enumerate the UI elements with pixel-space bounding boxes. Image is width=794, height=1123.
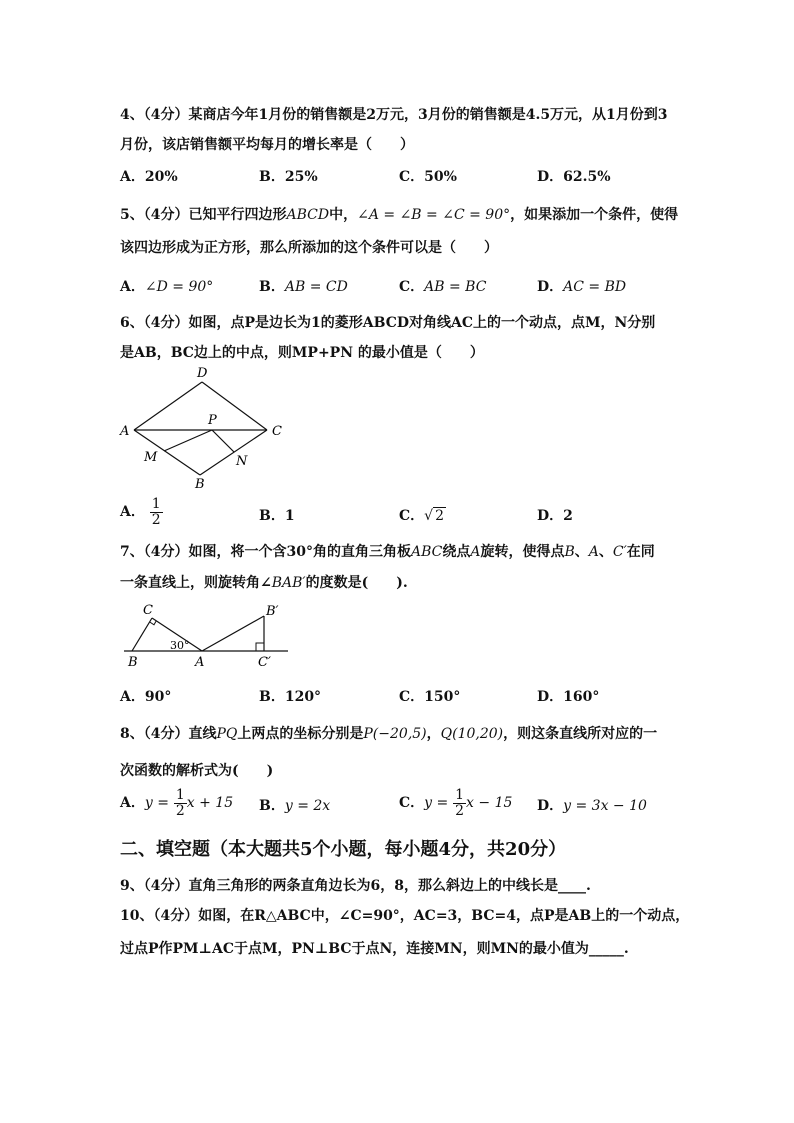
q4-line1: 4、（4分）某商店今年1月份的销售额是2万元，3月份的销售额是4.5万元，从1月份到3 <box>120 107 668 123</box>
q4-option-c: C．50% <box>399 169 457 185</box>
q5-option-a: A．∠D = 90° <box>120 279 214 295</box>
q4-line2: 月份，该店销售额平均每月的增长率是（ ） <box>120 137 414 153</box>
q7-line2: 一条直线上，则旋转角∠BAB′的度数是( ). <box>120 575 408 591</box>
label-b: B <box>128 655 138 670</box>
q6-rhombus-figure <box>112 362 302 492</box>
q7-option-b: B．120° <box>259 689 322 705</box>
label-c: C <box>143 603 153 618</box>
q7-option-c: C．150° <box>399 689 461 705</box>
q6-option-c: C．√ 2 <box>399 508 444 524</box>
q4-option-d: D．62.5% <box>537 169 611 185</box>
q5-line2: 该四边形成为正方形，那么所添加的这个条件可以是（ ） <box>120 240 498 256</box>
label-m: M <box>144 450 158 465</box>
label-b: B <box>195 477 205 492</box>
q7-option-a: A．90° <box>120 689 172 705</box>
q4-option-a: A．20% <box>120 169 178 185</box>
label-a: A <box>120 424 130 439</box>
q7-triangle-figure <box>118 600 298 670</box>
q5-option-d: D．AC = BD <box>537 279 627 295</box>
q8-option-d: D．y = 3x − 10 <box>537 798 647 814</box>
q6-option-d: D．2 <box>537 508 573 524</box>
q7-line1: 7、（4分）如图，将一个含30°角的直角三角板ABC绕点A旋转，使得点B、A、C′在同 <box>120 544 655 560</box>
label-p: P <box>208 413 217 428</box>
q7-option-d: D．160° <box>537 689 600 705</box>
q10-line2: 过点P作PM⊥AC于点M，PN⊥BC于点N，连接MN，则MN的最小值为_____. <box>120 941 629 957</box>
label-b-prime: B′ <box>266 604 279 619</box>
q8-option-c: C．y = $\frac{1}{2}$ x − 15 <box>399 787 513 819</box>
label-d: D <box>197 366 208 381</box>
q8-line2: 次函数的解析式为( ) <box>120 763 274 779</box>
q5-line1: 5、（4分）已知平行四边形ABCD中，∠A = ∠B = ∠C = 90°，如果添加一个条件，使得 <box>120 207 679 223</box>
q6-line1: 6、（4分）如图，点P是边长为1的菱形ABCD对角线AC上的一个动点，点M，N分别 <box>120 315 656 331</box>
label-c: C <box>272 424 282 439</box>
q8-option-a: A．y = $\frac{1}{2}$ x + 15 <box>120 787 234 819</box>
q8-option-b: B．y = 2x <box>259 798 331 814</box>
label-angle-30: 30° <box>170 639 190 652</box>
q5-option-b: B．AB = CD <box>259 279 348 295</box>
q9-line: 9、（4分）直角三角形的两条直角边长为6，8，那么斜边上的中线长是____. <box>120 878 591 894</box>
q6-option-b: B．1 <box>259 508 295 524</box>
q6-option-a: A． $\frac{1}{2}$ <box>120 496 161 528</box>
q5-option-c: C．AB = BC <box>399 279 487 295</box>
label-n: N <box>236 454 248 469</box>
label-c-prime: C′ <box>258 655 271 670</box>
q4-option-b: B．25% <box>259 169 318 185</box>
q6-line2: 是AB，BC边上的中点，则MP+PN 的最小值是（ ） <box>120 345 484 361</box>
section-title: 二、填空题（本大题共5个小题，每小题4分，共20分） <box>120 839 567 860</box>
label-a: A <box>195 655 205 670</box>
q10-line1: 10、（4分）如图，在R△ABC中，∠C=90°，AC=3，BC=4，点P是AB上的一个动点， <box>120 908 690 924</box>
q8-line1: 8、（4分）直线PQ上两点的坐标分别是P(−20,5)，Q(10,20)，则这条直线所对应的一 <box>120 726 658 742</box>
